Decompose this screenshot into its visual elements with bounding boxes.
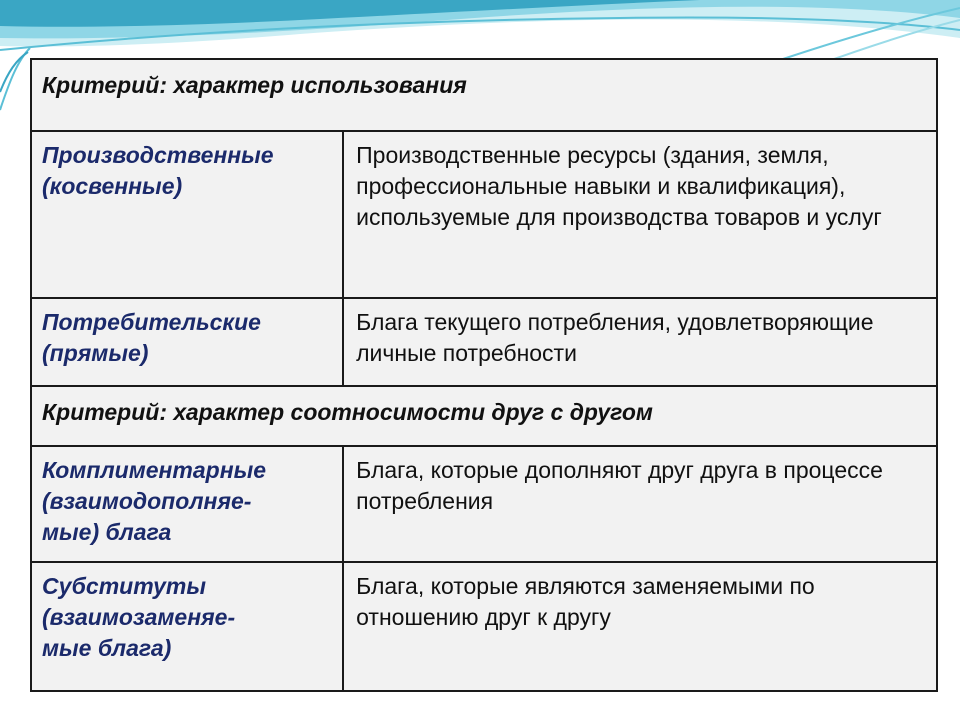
table-row	[31, 131, 937, 298]
criterion-header-relation: Критерий: характер соотносимости друг с другом	[31, 386, 937, 446]
criterion-header-usage: Критерий: характер использования	[31, 59, 937, 131]
table-row	[31, 562, 937, 691]
criterion-header-row-usage	[31, 59, 937, 131]
term-cell	[31, 298, 343, 386]
term-text: Комплиментарные (взаимодополняе- мые) блага	[42, 457, 267, 545]
table-row	[31, 446, 937, 562]
term-cell	[31, 562, 343, 691]
description-cell: Блага, которые являются заменяемыми по отношению друг к другу	[343, 562, 937, 691]
description-cell: Производственные ресурсы (здания, земля, профессиональные навыки и квалификация), используемые для производства товаров и услуг	[343, 131, 937, 298]
wave-left-curve	[0, 48, 30, 110]
criteria-table	[30, 58, 938, 692]
description-cell: Блага, которые дополняют друг друга в процессе потребления	[343, 446, 937, 562]
description-cell: Блага текущего потребления, удовлетворяющие личные потребности	[343, 298, 937, 386]
criterion-header-row-relation	[31, 386, 937, 446]
term-cell	[31, 131, 343, 298]
table-row	[31, 298, 937, 386]
term-text: Потребительские (прямые)	[42, 309, 261, 366]
term-cell	[31, 446, 343, 562]
term-text: Производственные (косвенные)	[42, 142, 274, 199]
term-text: Субституты (взаимозаменяе- мые блага)	[42, 573, 236, 661]
